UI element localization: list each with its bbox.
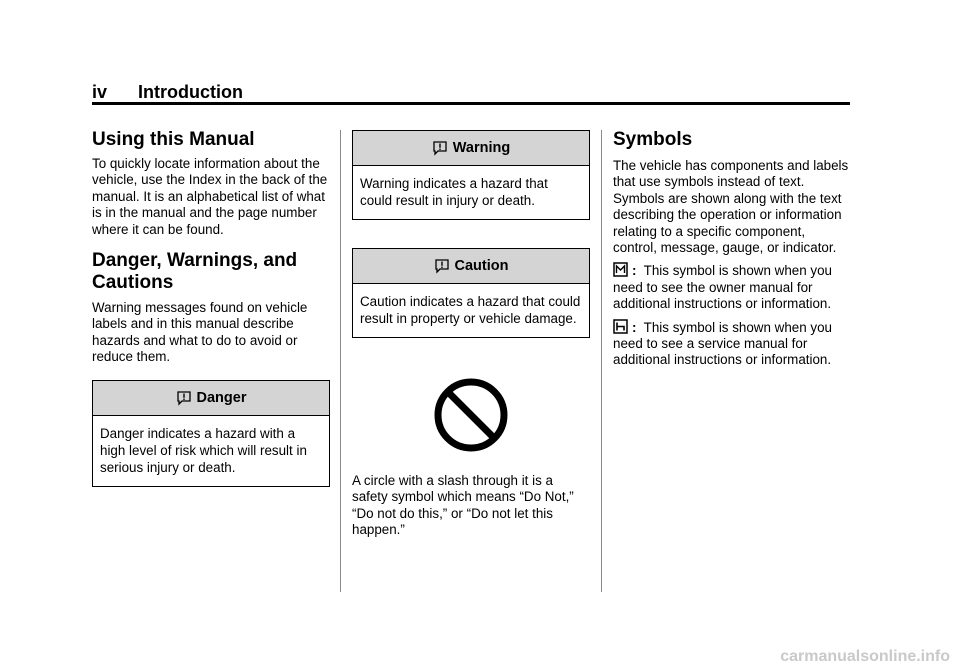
para-symbols-intro: The vehicle has components and labels that use symbols instead of text. Symbols are shown along with the text describing the operation or information relating to a specific component, control, message, gauge, or indicator. [613, 158, 849, 256]
caution-box-header [353, 249, 589, 284]
page-header [92, 82, 850, 104]
para-warning-messages: Warning messages found on vehicle labels and in this manual describe hazards and what to do to avoid or reduce them. [92, 300, 308, 365]
service-manual-icon [613, 319, 628, 334]
heading-danger-warnings-line2: Cautions [92, 272, 174, 294]
para-owner-manual-symbol [613, 262, 851, 312]
heading-symbols: Symbols [613, 129, 693, 150]
header-rule [92, 102, 850, 105]
para-service-manual-symbol [613, 319, 851, 369]
warning-title: Warning [452, 140, 511, 156]
danger-body: Danger indicates a hazard with a high level of risk which will result in serious injury or death. [100, 425, 307, 475]
caution-body: Caution indicates a hazard that could result in property or vehicle damage. [360, 294, 581, 326]
warning-box-header [353, 131, 589, 166]
para-using-manual: To quickly locate information about the vehicle, use the Index in the back of the manual. It is an alphabetical list of what is in the manual and the page number where it can be found. [92, 156, 328, 237]
owner-manual-symbol-text: This symbol is shown when you need to see the owner manual for additional instructions or information. [613, 263, 832, 312]
alert-icon [432, 140, 448, 156]
column-1 [92, 128, 332, 487]
watermark: carmanualsonline.info [780, 648, 950, 665]
alert-icon [434, 258, 450, 274]
heading-using-manual: Using this Manual [92, 129, 255, 150]
caution-box [352, 248, 590, 338]
service-manual-symbol-text: This symbol is shown when you need to see a service manual for additional instructions or information. [613, 319, 832, 368]
caution-title: Caution [454, 258, 509, 274]
column-divider-1 [340, 130, 341, 592]
danger-box-header [93, 381, 329, 416]
prohibition-text: A circle with a slash through it is a safety symbol which means “Do Not,” “Do not do this,” or “Do not let this happen.” [352, 473, 574, 538]
symbol-colon: : [632, 319, 637, 335]
danger-box [92, 380, 330, 487]
alert-icon [176, 390, 192, 406]
symbol-colon: : [632, 263, 637, 279]
column-divider-2 [601, 130, 602, 592]
danger-title: Danger [196, 389, 247, 406]
column-3 [613, 128, 851, 369]
prohibition-icon [432, 376, 510, 454]
warning-box [352, 130, 590, 220]
owner-manual-icon [613, 262, 628, 277]
column-2 [352, 130, 590, 539]
section-title: Introduction [138, 82, 243, 102]
heading-danger-warnings [92, 250, 332, 294]
heading-danger-warnings-line1: Danger, Warnings, and [92, 250, 298, 272]
prohibition-figure [352, 376, 590, 459]
page-number: iv [92, 82, 108, 102]
warning-body: Warning indicates a hazard that could result in injury or death. [360, 176, 548, 208]
